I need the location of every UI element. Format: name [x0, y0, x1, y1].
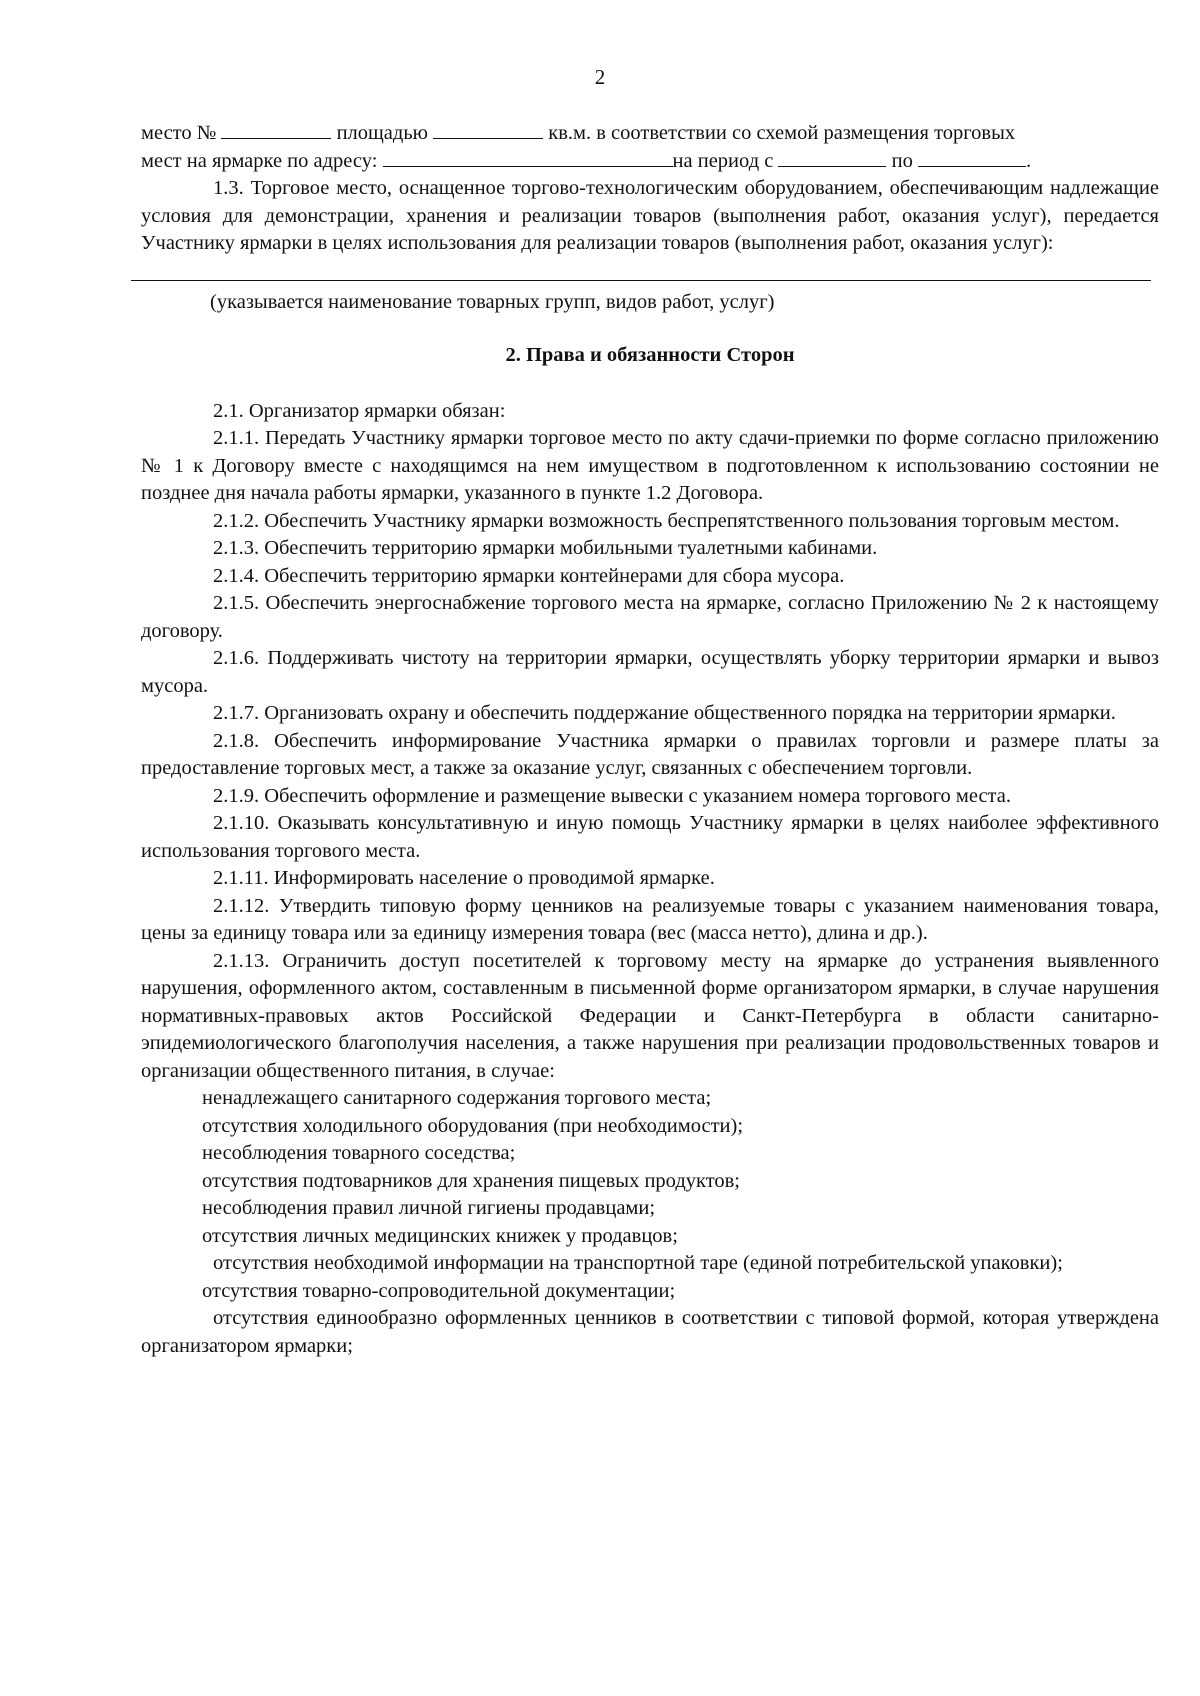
clause-2-1-2: 2.1.2. Обеспечить Участнику ярмарки возможность беспрепятственного пользования торговым местом.	[213, 509, 1120, 532]
area-unit-text: кв.м. в соответствии со схемой размещения торговых	[548, 122, 1016, 144]
period-end-dot: .	[1025, 149, 1032, 172]
place-number-label: место №	[141, 122, 217, 144]
case-item: отсутствия необходимой информации на транспортной таре (единой потребительской упаковки);	[213, 1252, 1063, 1274]
period-to-label: по	[891, 149, 913, 172]
clause-1-3: 1.3. Торговое место, оснащенное торгово-технологическим оборудованием, обеспечивающим надлежащие условия для демонстрации, хранения и реализации товаров (выполнения работ, оказания услуг), передается Участнику ярмарки в целях использования для реализации товаров (выполнения работ, оказания услуг):	[141, 177, 1159, 254]
clause-2-1-8: 2.1.8. Обеспечить информирование Участника ярмарки о правилах торговли и размере платы за предоставление торговых мест, а также за оказание услуг, связанных с обеспечением торговли.	[141, 729, 1159, 779]
clause-2-1: 2.1. Организатор ярмарки обязан:	[213, 399, 506, 422]
document-body	[141, 120, 1159, 1360]
case-item: отсутствия личных медицинских книжек у продавцов;	[202, 1224, 678, 1247]
period-from-blank	[778, 148, 886, 167]
period-from-label: на период с	[672, 149, 774, 172]
clause-2-1-6: 2.1.6. Поддерживать чистоту на территории ярмарки, осуществлять уборку территории ярмарки и вывоз мусора.	[141, 647, 1159, 697]
place-number-blank	[221, 120, 331, 139]
clause-2-1-12: 2.1.12. Утвердить типовую форму ценников на реализуемые товары с указанием наименования товара, цены за единицу товара или за единицу измерения товара (вес (масса нетто), длина и др.).	[141, 894, 1159, 944]
goods-blank-line	[131, 272, 1151, 281]
page-number: 2	[594, 65, 606, 89]
clause-2-1-7: 2.1.7. Организовать охрану и обеспечить поддержание общественного порядка на территории ярмарки.	[213, 702, 1116, 724]
address-line	[141, 148, 1159, 176]
address-label: мест на ярмарке по адресу:	[141, 149, 378, 172]
clause-2-1-11: 2.1.11. Информировать население о проводимой ярмарке.	[213, 867, 715, 889]
case-item: отсутствия холодильного оборудования (при необходимости);	[202, 1114, 744, 1137]
case-item: отсутствия товарно-сопроводительной документации;	[202, 1279, 676, 1302]
case-item: несоблюдения правил личной гигиены продавцами;	[202, 1197, 656, 1219]
clause-2-1-9: 2.1.9. Обеспечить оформление и размещение вывески с указанием номера торгового места.	[213, 784, 1011, 807]
case-item: отсутствия подтоварников для хранения пищевых продуктов;	[202, 1169, 741, 1192]
place-line	[141, 120, 1159, 148]
clause-2-1-5: 2.1.5. Обеспечить энергоснабжение торгового места на ярмарке, согласно Приложению № 2 к настоящему договору.	[141, 592, 1159, 642]
case-item: ненадлежащего санитарного содержания торгового места;	[202, 1087, 712, 1109]
clause-2-1-3: 2.1.3. Обеспечить территорию ярмарки мобильными туалетными кабинами.	[213, 537, 878, 559]
area-label: площадью	[336, 122, 428, 144]
area-blank	[433, 120, 543, 139]
clause-2-1-4: 2.1.4. Обеспечить территорию ярмарки контейнерами для сбора мусора.	[213, 564, 845, 587]
clause-2-1-10: 2.1.10. Оказывать консультативную и иную помощь Участнику ярмарки в целях наиболее эффективного использования торгового места.	[141, 812, 1159, 862]
case-item: отсутствия единообразно оформленных ценников в соответствии с типовой формой, которая утверждена организатором ярмарки;	[141, 1307, 1159, 1357]
period-to-blank	[918, 148, 1026, 167]
case-item: несоблюдения товарного соседства;	[202, 1142, 516, 1164]
clause-2-1-1: 2.1.1. Передать Участнику ярмарки торговое место по акту сдачи-приемки по форме согласно приложению № 1 к Договору вместе с находящимся на нем имуществом в подготовленном к использованию состоянии не позднее дня начала работы ярмарки, указанного в пункте 1.2 Договора.	[141, 427, 1159, 504]
address-blank	[383, 148, 673, 167]
goods-note: (указывается наименование товарных групп, видов работ, услуг)	[210, 290, 775, 313]
section-2-title: 2. Права и обязанности Сторон	[505, 344, 795, 366]
clause-2-1-13: 2.1.13. Ограничить доступ посетителей к торговому месту на ярмарке до устранения выявленного нарушения, оформленного актом, составленным в письменной форме организатором ярмарки, в случае нарушения нормативных-правовых актов Российской Федерации и Санкт-Петербурга в области санитарно-эпидемиологического благополучия населения, а также нарушения при реализации продовольственных товаров и организации общественного питания, в случае:	[141, 949, 1159, 1082]
